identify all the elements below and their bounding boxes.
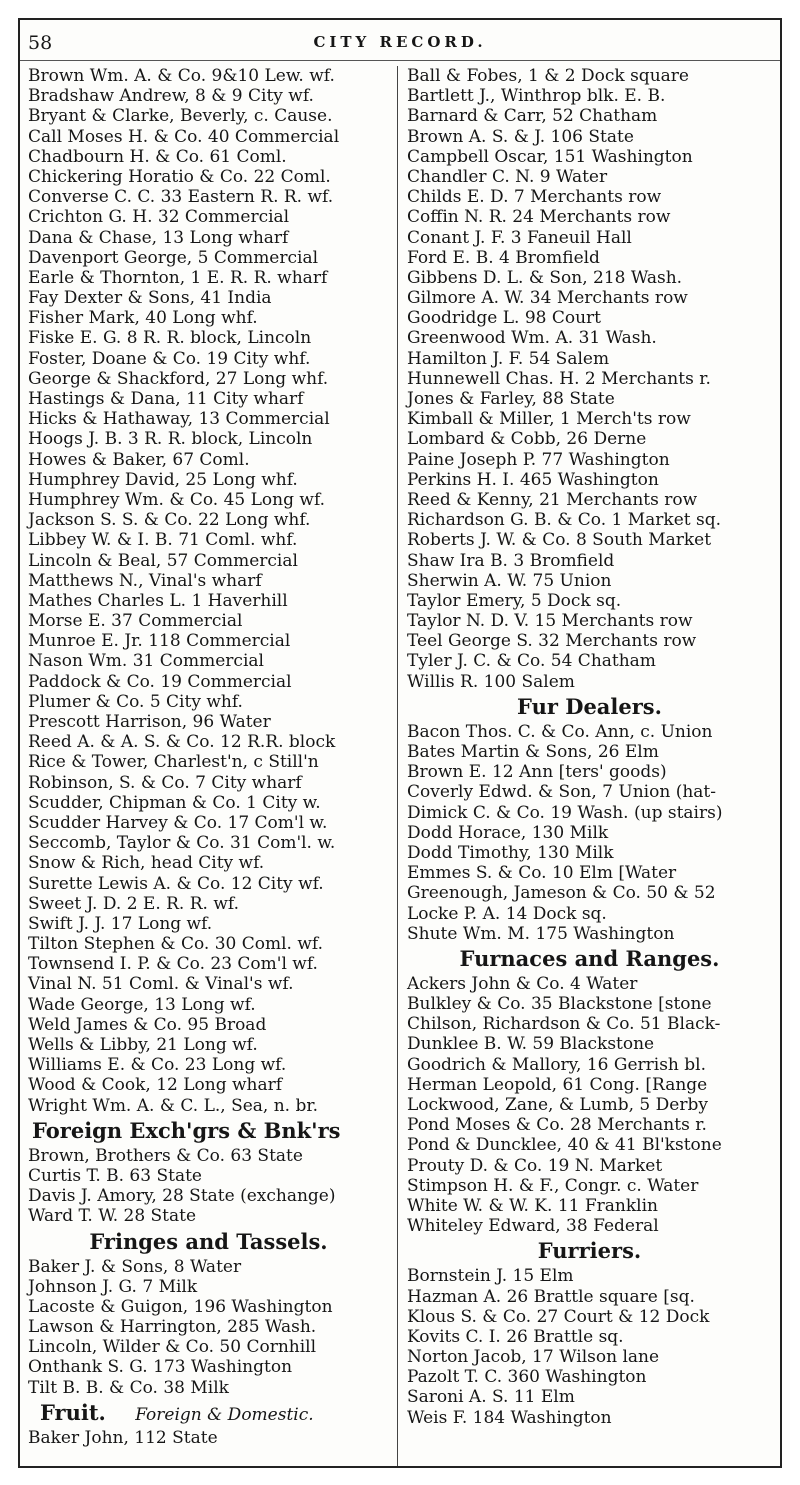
directory-entry: Sherwin A. W. 75 Union — [407, 570, 612, 591]
directory-entry: Libbey W. & I. B. 71 Coml. whf. — [28, 530, 298, 551]
directory-entry: Roberts J. W. & Co. 8 South Market — [407, 530, 712, 551]
directory-entry: Greenwood Wm. A. 31 Wash. — [407, 328, 657, 349]
fruit-list — [20, 1428, 397, 1448]
directory-entry: Ford E. B. 4 Bromfield — [407, 247, 600, 268]
directory-entry: Prescott Harrison, 96 Water — [28, 712, 271, 732]
directory-entry: Chilson, Richardson & Co. 51 Black- — [407, 1014, 721, 1035]
directory-entry: White W. & W. K. 11 Franklin — [407, 1195, 658, 1216]
directory-entry: Matthews N., Vinal's wharf — [28, 570, 262, 591]
directory-entry: Paddock & Co. 19 Commercial — [28, 671, 292, 692]
directory-entry: Snow & Rich, head City wf. — [28, 853, 265, 874]
directory-entry: Reed & Kenny, 21 Merchants row — [407, 489, 698, 510]
category-heading-furnaces: Furnaces and Ranges. — [459, 945, 720, 971]
fur-dealers-list — [401, 722, 778, 944]
directory-entry: Bacon Thos. C. & Co. Ann, c. Union — [407, 721, 713, 742]
category-heading-furriers: Furriers. — [537, 1238, 642, 1264]
directory-entry: Brown E. 12 Ann [ters' goods) — [407, 762, 667, 783]
directory-entry: Davis J. Amory, 28 State (exchange) — [28, 1186, 336, 1207]
directory-entry: Earle & Thornton, 1 E. R. R. wharf — [28, 267, 328, 288]
directory-entry: Shaw Ira B. 3 Bromfield — [407, 550, 615, 571]
directory-entry: Ball & Fobes, 1 & 2 Dock square — [407, 66, 689, 86]
directory-entry: Lombard & Cobb, 26 Derne — [407, 429, 647, 450]
directory-entry: Bradshaw Andrew, 8 & 9 City wf. — [28, 86, 314, 107]
directory-entry: Williams E. & Co. 23 Long wf. — [28, 1055, 287, 1076]
directory-entry: Scudder Harvey & Co. 17 Com'l w. — [28, 812, 328, 833]
directory-entry: Brown, Brothers & Co. 63 State — [28, 1145, 303, 1166]
directory-entry: George & Shackford, 27 Long whf. — [28, 368, 329, 389]
directory-entry: Gilmore A. W. 34 Merchants row — [407, 288, 688, 309]
directory-entry: Norton Jacob, 17 Wilson lane — [407, 1347, 660, 1368]
directory-entry: Locke P. A. 14 Dock sq. — [407, 903, 607, 924]
directory-entry: Chickering Horatio & Co. 22 Coml. — [28, 166, 331, 187]
fruit-subheading: Foreign & Domestic. — [135, 1404, 314, 1425]
directory-entry: Crichton G. H. 32 Commercial — [28, 207, 290, 228]
directory-entry: Curtis T. B. 63 State — [28, 1165, 202, 1186]
page-header — [20, 20, 780, 61]
directory-entry: Teel George S. 32 Merchants row — [407, 631, 697, 652]
directory-entry: Mathes Charles L. 1 Haverhill — [28, 590, 288, 611]
directory-entry: Bornstein J. 15 Elm — [407, 1266, 574, 1287]
fringes-list — [20, 1257, 397, 1398]
directory-entry: Hicks & Hathaway, 13 Commercial — [28, 409, 330, 430]
directory-entry: Dodd Timothy, 130 Milk — [407, 842, 614, 863]
directory-entry: Stimpson H. & F., Congr. c. Water — [407, 1175, 699, 1196]
directory-entry: Howes & Baker, 67 Coml. — [28, 449, 250, 470]
directory-entry: Wells & Libby, 21 Long wf. — [28, 1035, 258, 1055]
directory-entry: Hunnewell Chas. H. 2 Merchants r. — [407, 368, 711, 389]
directory-entry: Greenough, Jameson & Co. 50 & 52 — [407, 883, 716, 904]
directory-entry: Foster, Doane & Co. 19 City whf. — [28, 348, 311, 369]
directory-entry: Lincoln, Wilder & Co. 50 Cornhill — [28, 1337, 317, 1358]
directory-entry: Whiteley Edward, 38 Federal — [407, 1216, 659, 1237]
directory-entry: Shute Wm. M. 175 Washington — [407, 923, 675, 944]
directory-entry: Weld James & Co. 95 Broad — [28, 1014, 267, 1035]
directory-entry: Hamilton J. F. 54 Salem — [407, 348, 610, 369]
directory-entry: Taylor N. D. V. 15 Merchants row — [407, 611, 693, 632]
category-heading-fruit — [20, 1398, 397, 1428]
directory-entry: Brown Wm. A. & Co. 9&10 Lew. wf. — [28, 66, 335, 86]
directory-entry: Swift J. J. 17 Long wf. — [28, 913, 213, 934]
directory-entry: Perkins H. I. 465 Washington — [407, 469, 659, 490]
directory-entry: Prouty D. & Co. 19 N. Market — [407, 1155, 663, 1176]
directory-entry: Bartlett J., Winthrop blk. E. B. — [407, 86, 666, 107]
directory-entry: Ackers John & Co. 4 Water — [407, 973, 638, 994]
directory-entry: Jackson S. S. & Co. 22 Long whf. — [28, 510, 311, 531]
directory-entry: Fay Dexter & Sons, 41 India — [28, 288, 272, 309]
directory-entry: Sweet J. D. 2 E. R. R. wf. — [28, 893, 239, 914]
directory-entry: Ward T. W. 28 State — [28, 1206, 197, 1227]
directory-entry: Bulkley & Co. 35 Blackstone [stone — [407, 994, 712, 1015]
directory-entry: Fisher Mark, 40 Long whf. — [28, 308, 258, 329]
directory-entry: Seccomb, Taylor & Co. 31 Com'l. w. — [28, 833, 336, 854]
foreign-exchange-list — [20, 1146, 397, 1227]
directory-entry: Kimball & Miller, 1 Merch'ts row — [407, 409, 691, 430]
category-heading-fur-dealers: Fur Dealers. — [517, 693, 662, 719]
directory-entry: Klous S. & Co. 27 Court & 12 Dock — [407, 1306, 710, 1327]
directory-entry: Herman Leopold, 61 Cong. [Range — [407, 1074, 708, 1095]
directory-entry: Johnson J. G. 7 Milk — [28, 1276, 198, 1297]
directory-page — [18, 18, 782, 1468]
directory-entry: Scudder, Chipman & Co. 1 City w. — [28, 792, 321, 813]
directory-entry: Rice & Tower, Charlest'n, c Still'n — [28, 752, 319, 773]
directory-entry: Emmes S. & Co. 10 Elm [Water — [407, 863, 677, 884]
directory-entry: Baker J. & Sons, 8 Water — [28, 1256, 242, 1277]
directory-entry: Surette Lewis A. & Co. 12 City wf. — [28, 873, 324, 894]
directory-entry: Goodridge L. 98 Court — [407, 308, 602, 329]
entries-top-list — [20, 66, 397, 1116]
directory-entry: Fiske E. G. 8 R. R. block, Lincoln — [28, 328, 312, 349]
directory-entry: Tilt B. B. & Co. 38 Milk — [28, 1377, 229, 1398]
directory-entry: Wright Wm. A. & C. L., Sea, n. br. — [28, 1095, 319, 1116]
directory-entry: Jones & Farley, 88 State — [407, 389, 615, 409]
directory-entry: Nason Wm. 31 Commercial — [28, 651, 264, 672]
directory-entry: Plumer & Co. 5 City whf. — [28, 691, 243, 712]
directory-entry: Hoogs J. B. 3 R. R. block, Lincoln — [28, 429, 313, 450]
directory-entry: Gibbens D. L. & Son, 218 Wash. — [407, 267, 683, 288]
furnaces-list — [401, 974, 778, 1236]
directory-entry: Lacoste & Guigon, 196 Washington — [28, 1296, 333, 1317]
directory-entry: Bryant & Clarke, Beverly, c. Cause. — [28, 106, 333, 127]
directory-entry: Conant J. F. 3 Faneuil Hall — [407, 227, 632, 248]
directory-entry: Robinson, S. & Co. 7 City wharf — [28, 772, 302, 793]
directory-entry: Wade George, 13 Long wf. — [28, 994, 256, 1015]
directory-entry: Barnard & Carr, 52 Chatham — [407, 106, 658, 127]
directory-entry: Hastings & Dana, 11 City wharf — [28, 389, 304, 409]
directory-entry: Tyler J. C. & Co. 54 Chatham — [407, 651, 656, 672]
directory-entry: Lawson & Harrington, 285 Wash. — [28, 1317, 317, 1338]
directory-entry: Pazolt T. C. 360 Washington — [407, 1367, 647, 1388]
left-column — [20, 66, 398, 1466]
directory-entry: Dodd Horace, 130 Milk — [407, 822, 609, 843]
furriers-list — [401, 1266, 778, 1428]
directory-entry: Converse C. C. 33 Eastern R. R. wf. — [28, 187, 334, 208]
directory-entry: Townsend I. P. & Co. 23 Com'l wf. — [28, 954, 318, 975]
directory-entry: Saroni A. S. 11 Elm — [407, 1387, 575, 1408]
right-column — [401, 66, 778, 1428]
directory-entry: Pond Moses & Co. 28 Merchants r. — [407, 1115, 707, 1136]
directory-entry: Coverly Edwd. & Son, 7 Union (hat- — [407, 782, 716, 803]
directory-entry: Kovits C. I. 26 Brattle sq. — [407, 1326, 624, 1347]
directory-entry: Onthank S. G. 173 Washington — [28, 1357, 293, 1378]
directory-entry: Dimick C. & Co. 19 Wash. (up stairs) — [407, 802, 723, 823]
running-title: CITY RECORD. — [313, 33, 487, 51]
directory-entry: Humphrey David, 25 Long whf. — [28, 469, 298, 490]
directory-entry: Lockwood, Zane, & Lumb, 5 Derby — [407, 1095, 708, 1115]
directory-entry: Campbell Oscar, 151 Washington — [407, 146, 693, 167]
directory-entry: Paine Joseph P. 77 Washington — [407, 449, 670, 470]
directory-entry: Dana & Chase, 13 Long wharf — [28, 227, 289, 248]
directory-entry: Hazman A. 26 Brattle square [sq. — [407, 1286, 695, 1307]
directory-entry: Wood & Cook, 12 Long wharf — [28, 1075, 283, 1096]
directory-entry: Humphrey Wm. & Co. 45 Long wf. — [28, 489, 326, 510]
directory-entry: Morse E. 37 Commercial — [28, 611, 243, 632]
directory-entry: Baker John, 112 State — [28, 1427, 218, 1448]
directory-entry: Coffin N. R. 24 Merchants row — [407, 207, 671, 228]
directory-entry: Call Moses H. & Co. 40 Commercial — [28, 126, 340, 147]
category-heading-foreign-exchange: Foreign Exch'grs & Bnk'rs — [32, 1117, 341, 1143]
directory-entry: Childs E. D. 7 Merchants row — [407, 187, 662, 208]
directory-entry: Tilton Stephen & Co. 30 Coml. wf. — [28, 934, 323, 955]
directory-entry: Munroe E. Jr. 118 Commercial — [28, 631, 291, 652]
right-entries-top-list — [401, 66, 778, 692]
directory-entry: Brown A. S. & J. 106 State — [407, 126, 634, 147]
directory-entry: Lincoln & Beal, 57 Commercial — [28, 550, 298, 571]
directory-entry: Vinal N. 51 Coml. & Vinal's wf. — [28, 974, 294, 995]
category-heading-fringes: Fringes and Tassels. — [89, 1228, 328, 1254]
directory-entry: Davenport George, 5 Commercial — [28, 247, 319, 268]
directory-entry: Chadbourn H. & Co. 61 Coml. — [28, 146, 287, 167]
directory-entry: Willis R. 100 Salem — [407, 671, 575, 692]
page-number: 58 — [28, 32, 53, 54]
fruit-heading-text: Fruit. — [40, 1399, 106, 1425]
directory-entry: Weis F. 184 Washington — [407, 1407, 612, 1428]
directory-entry: Taylor Emery, 5 Dock sq. — [407, 590, 622, 611]
directory-entry: Richardson G. B. & Co. 1 Market sq. — [407, 510, 722, 531]
directory-entry: Goodrich & Mallory, 16 Gerrish bl. — [407, 1054, 707, 1075]
directory-entry: Pond & Duncklee, 40 & 41 Bl'kstone — [407, 1135, 722, 1156]
directory-entry: Reed A. & A. S. & Co. 12 R.R. block — [28, 732, 336, 753]
directory-entry: Bates Martin & Sons, 26 Elm — [407, 742, 659, 762]
directory-entry: Chandler C. N. 9 Water — [407, 166, 608, 187]
directory-entry: Dunklee B. W. 59 Blackstone — [407, 1034, 655, 1055]
